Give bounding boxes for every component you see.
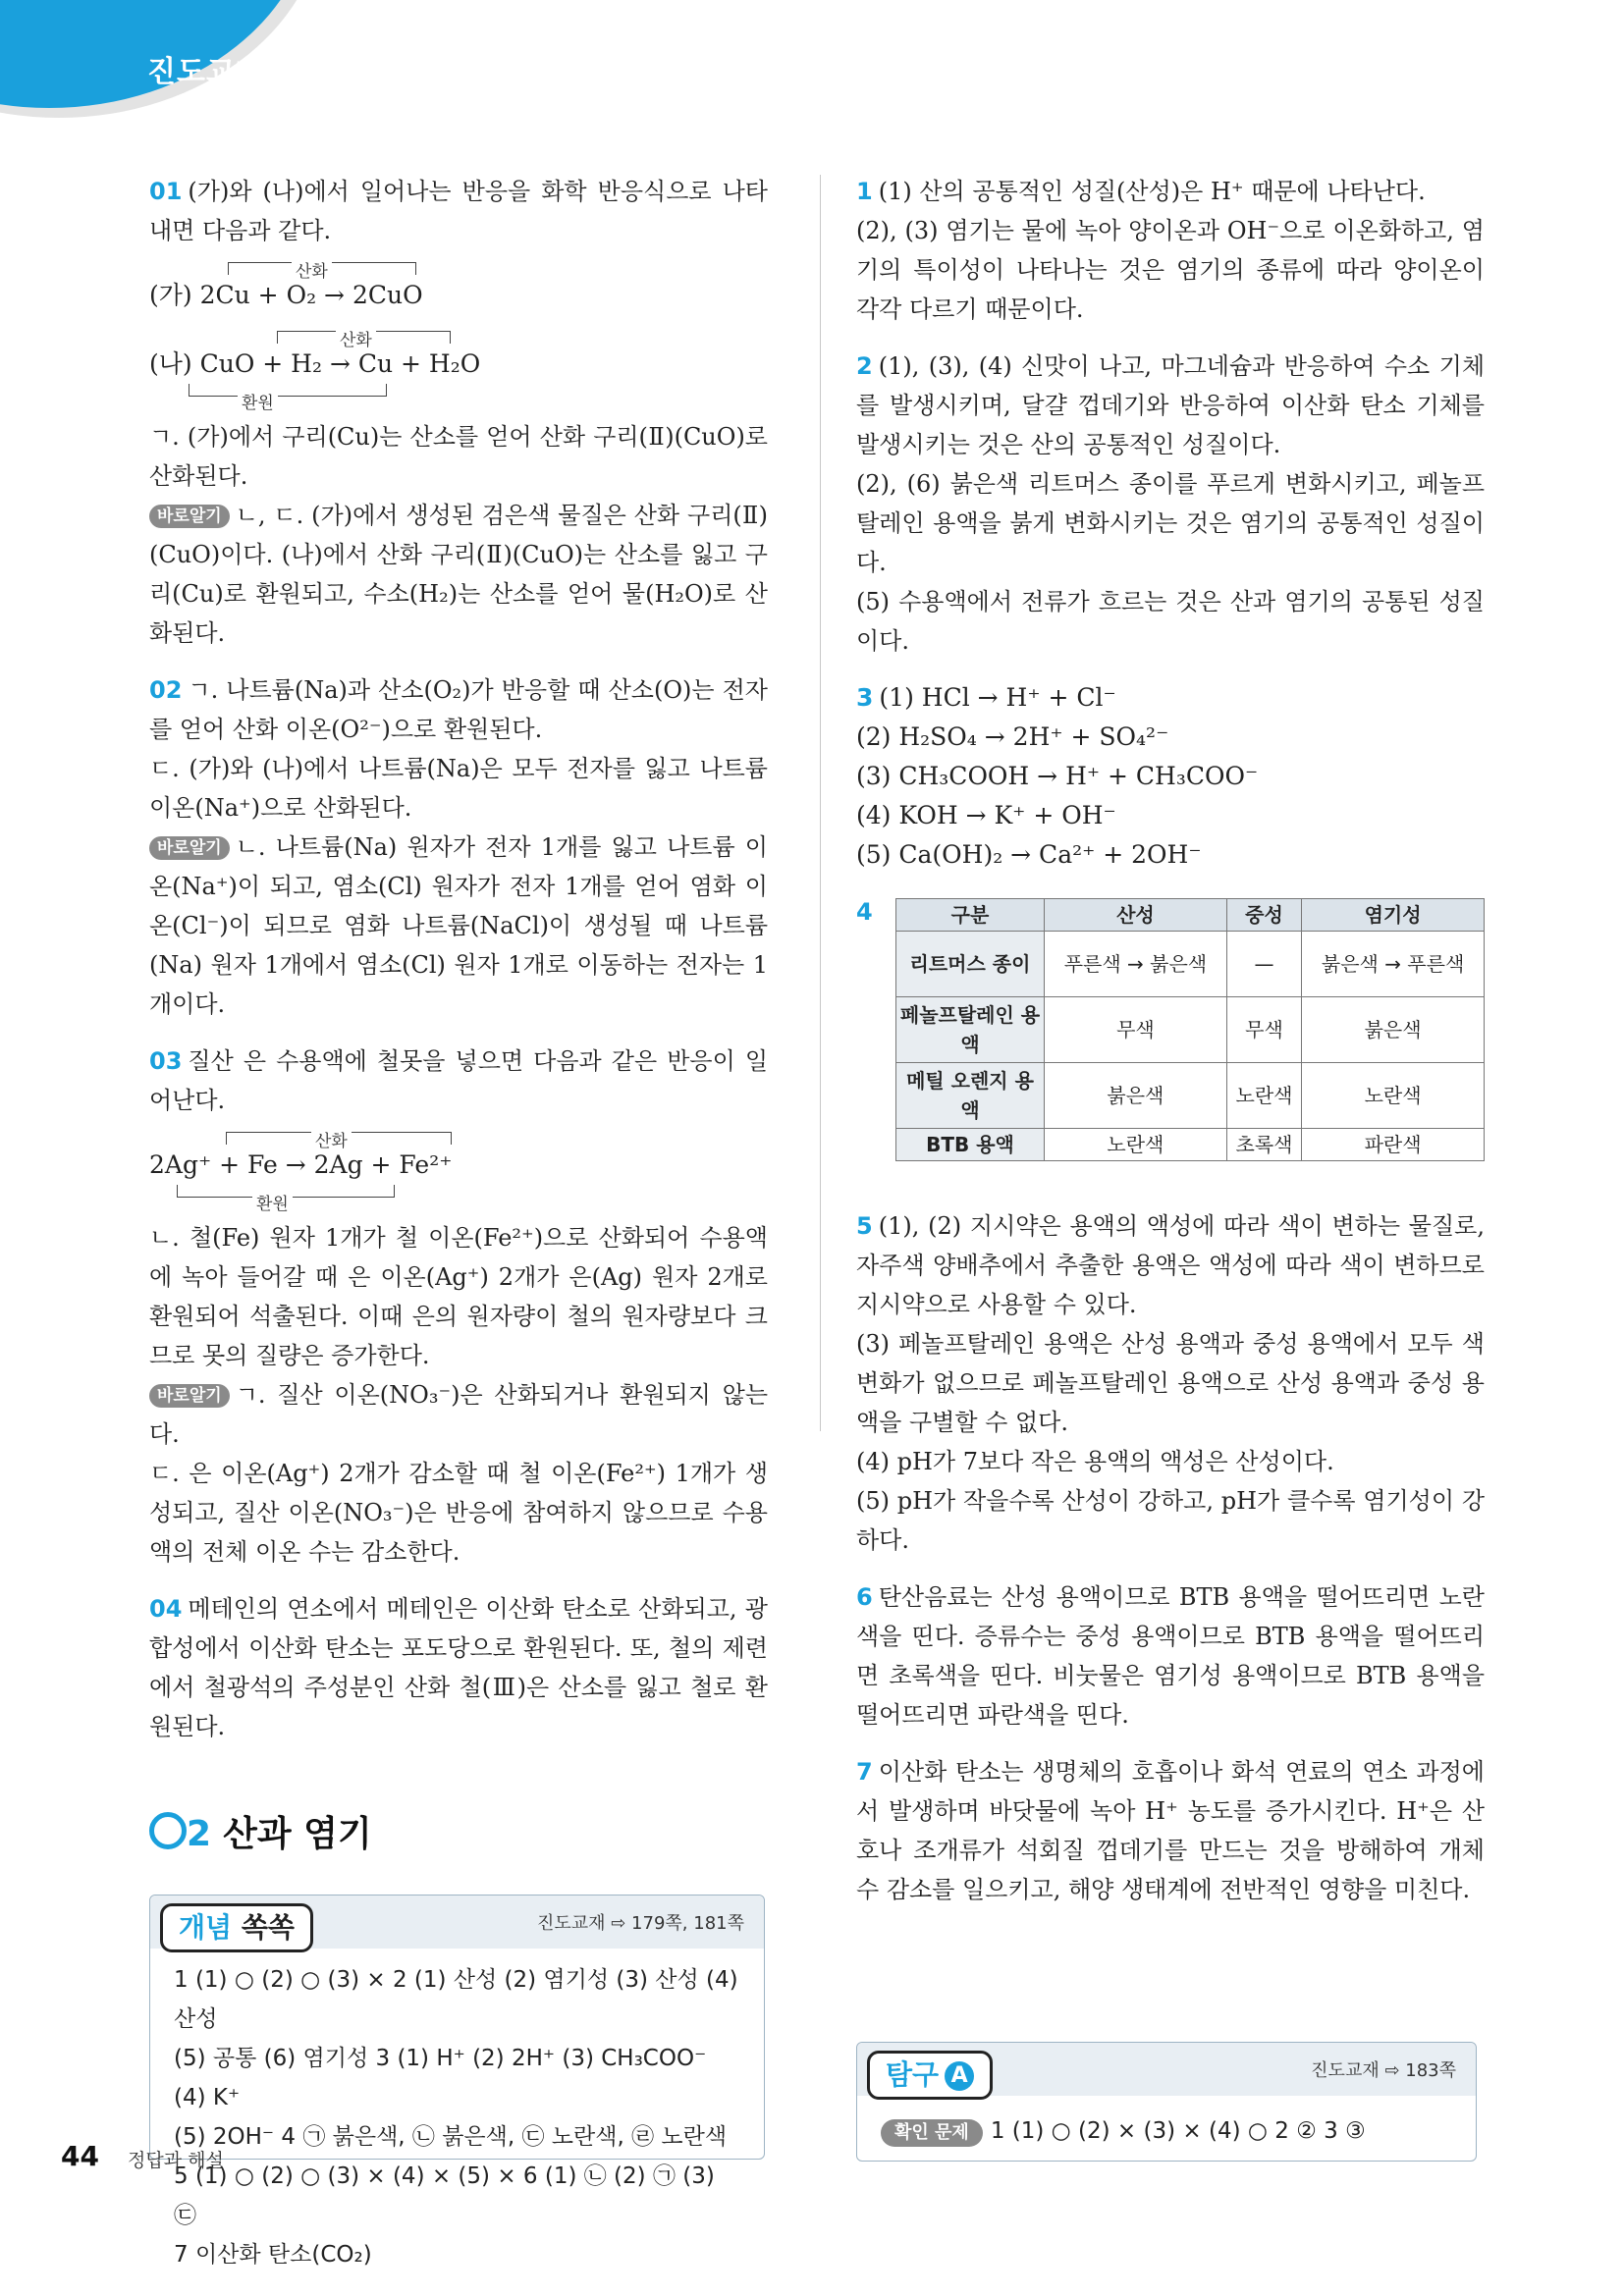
equation: (나) CuO + H₂ → Cu + H₂O bbox=[149, 349, 481, 378]
answer-text: (3) 페놀프탈레인 용액은 산성 용액과 중성 용액에서 모두 색 변화가 없으므로 페놀프탈레인 용액으로 산성 용액과 중성 용액을 구별할 수 없다. bbox=[856, 1330, 1485, 1436]
table-row: BTB 용액 노란색 초록색 파란색 bbox=[896, 1129, 1485, 1161]
check-question-badge: 확인 문제 bbox=[881, 2119, 983, 2147]
answer-02: 02 ㄱ. 나트륨(Na)과 산소(O₂)가 반응할 때 산소(O)는 전자를 얻어 산화 이온(O²⁻)으로 환원된다. bbox=[149, 676, 768, 743]
answer-text: 바로알기 ㄱ. 질산 이온(NO₃⁻)은 산화되거나 환원되지 않는다. bbox=[149, 1381, 768, 1448]
chapter-tab-label: 진도교재 bbox=[147, 55, 265, 89]
answer-5: 5 (1), (2) 지시약은 용액의 액성에 따라 색이 변하는 물질로, 자주색 양배추에서 추출한 용액은 액성에 따라 색이 변하므로 지시약으로 사용할 수 있다. bbox=[856, 1212, 1485, 1318]
answer-text: (5) pH가 작을수록 산성이 강하고, pH가 클수록 염기성이 강하다. bbox=[856, 1487, 1485, 1554]
page-number: 44 bbox=[61, 2140, 99, 2172]
table-row: 리트머스 종이 푸른색 → 붉은색 — 붉은색 → 푸른색 bbox=[896, 932, 1485, 997]
answer-text: (5) 수용액에서 전류가 흐르는 것은 산과 염기의 공통된 성질이다. bbox=[856, 588, 1485, 655]
reaction-na bbox=[149, 319, 768, 417]
reaction-silver bbox=[149, 1120, 768, 1218]
answer-7: 7 이산화 탄소는 생명체의 호흡이나 화석 연료의 연소 과정에서 발생하며 바닷물에 녹아 H⁺ 농도를 증가시킨다. H⁺은 산호나 조개류가 석회질 껍데기를 만드는 것을 방해하여 개체 수 감소를 일으키고, 해양 생태계에 전반적인 영향을 미친다. bbox=[856, 1758, 1485, 1903]
answer-6: 6 탄산음료는 산성 용액이므로 BTB 용액을 떨어뜨리면 노란색을 띤다. 증류수는 중성 용액이므로 BTB 용액을 떨어뜨리면 초록색을 띤다. 비눗물은 염기성 용액이므로 BTB 용액을 떨어뜨리면 파란색을 띤다. bbox=[856, 1583, 1485, 1729]
section-circle-icon bbox=[149, 1812, 187, 1849]
page-reference: 진도교재 ⇨ 179쪽, 181쪽 bbox=[536, 1913, 744, 1934]
answer-text: (2), (6) 붉은색 리트머스 종이를 푸르게 변화시키고, 페놀프탈레인 용액을 붉게 변화시키는 것은 염기의 공통적인 성질이다. bbox=[856, 470, 1485, 576]
correction-badge: 바로알기 bbox=[149, 836, 230, 860]
answer-01: 01 (가)와 (나)에서 일어나는 반응을 화학 반응식으로 나타내면 다음과 같다. bbox=[149, 178, 768, 244]
answer-3: 3 (1) HCl → H⁺ + Cl⁻ (2) H₂SO₄ → 2H⁺ + SO₄²⁻ (3) CH₃COOH → H⁺ + CH₃COO⁻ (4) KOH → K⁺ + OH⁻ (5) Ca(OH)₂ → Ca²⁺ + 2OH⁻ bbox=[856, 683, 1259, 869]
answer-text: 바로알기 ㄴ, ㄷ. (가)에서 생성된 검은색 물질은 산화 구리(Ⅱ)(CuO)이다. (나)에서 산화 구리(Ⅱ)(CuO)는 산소를 잃고 구리(Cu)로 환원되고, 수소(H₂)는 산소를 얻어 물(H₂O)로 산화된다. bbox=[149, 502, 768, 647]
answer-03: 03 질산 은 수용액에 철못을 넣으면 다음과 같은 반응이 일어난다. bbox=[149, 1047, 768, 1114]
reaction-ga bbox=[149, 250, 768, 319]
answer-text: (4) pH가 7보다 작은 용액의 액성은 산성이다. bbox=[856, 1448, 1334, 1475]
correction-badge: 바로알기 bbox=[149, 1384, 230, 1408]
answer-text: ㄴ. 철(Fe) 원자 1개가 철 이온(Fe²⁺)으로 산화되어 수용액에 녹아 들어갈 때 은 이온(Ag⁺) 2개가 은(Ag) 원자 2개로 환원되어 석출된다. 이때 은의 원자량이 철의 원자량보다 크므로 못의 질량은 증가한다. bbox=[149, 1224, 768, 1369]
answer-04: 04 메테인의 연소에서 메테인은 이산화 탄소로 산화되고, 광합성에서 이산화 탄소는 포도당으로 환원된다. 또, 철의 제련에서 철광석의 주성분인 산화 철(Ⅲ)은 산소를 잃고 철로 환원된다. bbox=[149, 1595, 768, 1740]
oxidation-label: 산화 bbox=[311, 1122, 352, 1161]
reduction-label: 환원 bbox=[252, 1185, 293, 1224]
answer-text: 바로알기 ㄴ. 나트륨(Na) 원자가 전자 1개를 잃고 나트륨 이온(Na⁺)이 되고, 염소(Cl) 원자가 전자 1개를 얻어 염화 이온(Cl⁻)이 되므로 염화 나트륨(NaCl)이 생성될 때 나트륨(Na) 원자 1개에서 염소(Cl) 원자 1개로 이동하는 전자는 1개이다. bbox=[149, 833, 768, 1018]
oxidation-label: 산화 bbox=[292, 252, 332, 292]
column-divider bbox=[820, 175, 821, 1431]
reduction-label: 환원 bbox=[238, 384, 278, 423]
table-row: 페놀프탈레인 용액 무색 무색 붉은색 bbox=[896, 997, 1485, 1063]
page-reference: 진도교재 ⇨ 183쪽 bbox=[1311, 2060, 1456, 2081]
indicator-table: 구분 산성 중성 염기성 리트머스 종이 푸른색 → 붉은색 — 붉은색 → 푸른색 페놀프탈레인 용액 무색 무색 붉은색 메틸 오렌지 용액 붉은색 노란색 노란색 BTB 용액 노란색 초록색 파란색 bbox=[895, 898, 1485, 1161]
answer-4: 4 구분 산성 중성 염기성 리트머스 종이 푸른색 → 붉은색 — 붉은색 → 푸른색 페놀프탈레인 용액 무색 무색 붉은색 메틸 오렌지 용액 붉은색 노란색 노란색 BTB 용액 노란색 초록색 파란색 bbox=[856, 892, 1485, 1206]
oxidation-label: 산화 bbox=[336, 321, 376, 360]
footer-title: 정답과 해설 bbox=[128, 2150, 224, 2171]
section-title: 2 산과 염기 bbox=[149, 1806, 372, 1856]
right-column bbox=[856, 172, 1485, 1909]
concept-answers: 1 (1) ○ (2) ○ (3) × 2 (1) 산성 (2) 염기성 (3) 산성 (4) 산성 (5) 공통 (6) 염기성 3 (1) H⁺ (2) 2H⁺ (3) CH₃COO⁻ (4) K⁺ (5) 2OH⁻ 4 ㉠ 붉은색, ㉡ 붉은색, ㉢ 노란색, ㉣ 노란색 5 (1) ○ (2) ○ (3) × (4) × (5) × 6 (1) ㉡ (2) ㉠ (3) ㉢ 7 이산화 탄소(CO₂) bbox=[174, 1967, 738, 2268]
answer-text: ㄷ. (가)와 (나)에서 나트륨(Na)은 모두 전자를 잃고 나트륨 이온(Na⁺)으로 산화된다. bbox=[149, 755, 768, 822]
table-row: 메틸 오렌지 용액 붉은색 노란색 노란색 bbox=[896, 1063, 1485, 1129]
explore-tag: 탐구 A bbox=[867, 2051, 993, 2100]
equation: 2Ag⁺ + Fe → 2Ag + Fe²⁺ bbox=[149, 1150, 453, 1179]
equation: (가) 2Cu + O₂ → 2CuO bbox=[149, 281, 423, 309]
answer-1: 1 (1) 산의 공통적인 성질(산성)은 H⁺ 때문에 나타난다. bbox=[856, 178, 1426, 205]
answer-text: ㄷ. 은 이온(Ag⁺) 2개가 감소할 때 철 이온(Fe²⁺) 1개가 생성되고, 질산 이온(NO₃⁻)은 반응에 참여하지 않으므로 수용액의 전체 이온 수는 감소한다. bbox=[149, 1460, 768, 1566]
explore-answers: 확인 문제 1 (1) ○ (2) × (3) × (4) ○ 2 ② 3 ③ bbox=[881, 2111, 1456, 2151]
concept-tag: 개념 쏙쏙 bbox=[160, 1903, 313, 1952]
left-column bbox=[149, 172, 768, 1746]
explore-box bbox=[856, 2042, 1477, 2162]
answer-2: 2 (1), (3), (4) 신맛이 나고, 마그네슘과 반응하여 수소 기체를 발생시키며, 달걀 껍데기와 반응하여 이산화 탄소 기체를 발생시키는 것은 산의 공통적인 성질이다. bbox=[856, 352, 1485, 458]
answer-text: ㄱ. (가)에서 구리(Cu)는 산소를 얻어 산화 구리(Ⅱ)(CuO)로 산화된다. bbox=[149, 423, 768, 490]
correction-badge: 바로알기 bbox=[149, 505, 230, 528]
answer-text: (2), (3) 염기는 물에 녹아 양이온과 OH⁻으로 이온화하고, 염기의 특이성이 나타나는 것은 염기의 종류에 따라 양이온이 각각 다르기 때문이다. bbox=[856, 217, 1485, 323]
